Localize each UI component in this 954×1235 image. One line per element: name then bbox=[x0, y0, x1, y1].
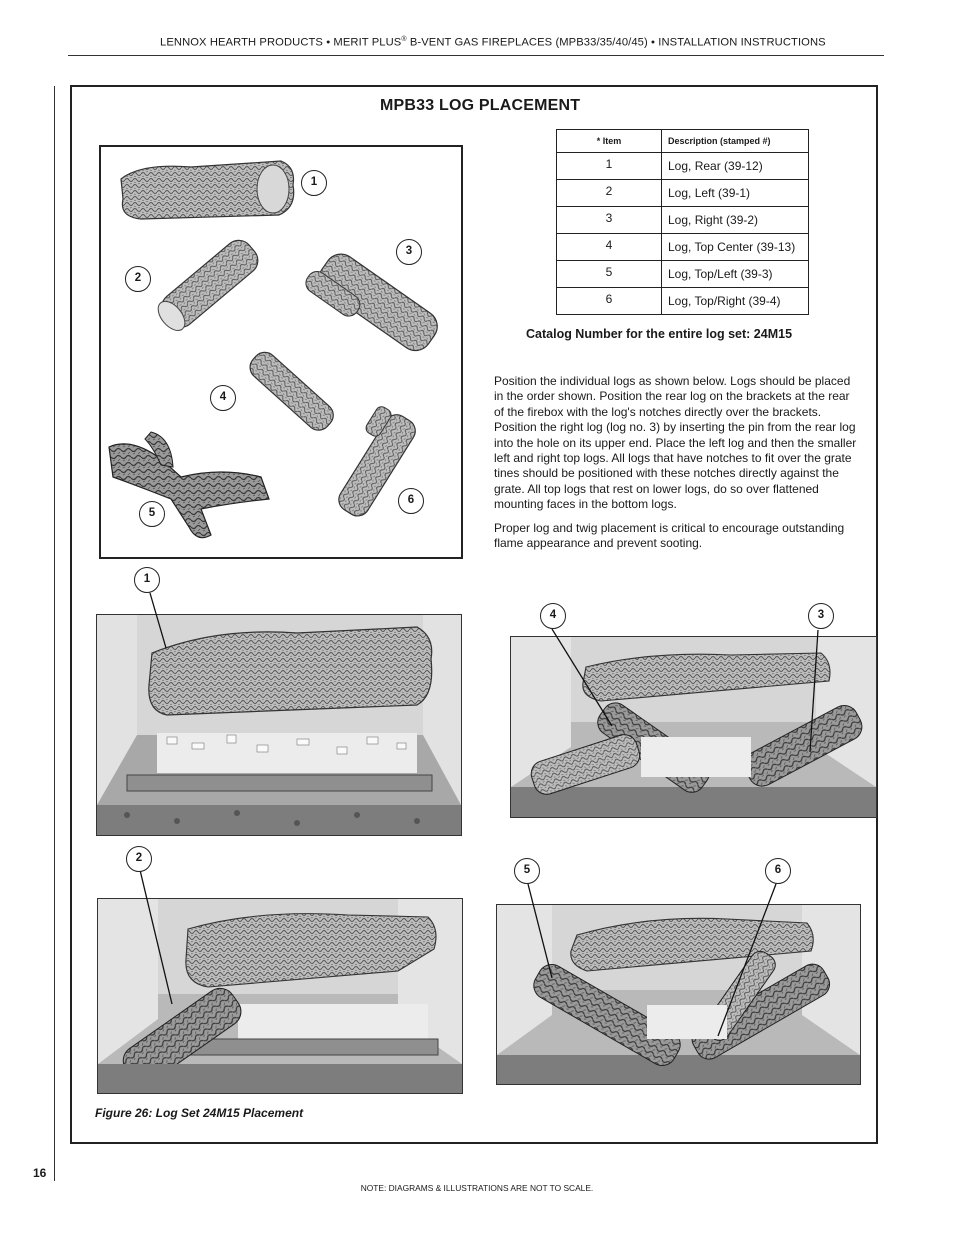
item-number: 1 bbox=[557, 153, 662, 180]
item-description: Log, Right (39-2) bbox=[662, 207, 809, 234]
item-number: 6 bbox=[557, 288, 662, 315]
table-row bbox=[557, 234, 809, 261]
log-parts-table bbox=[556, 129, 809, 315]
photo-step-right-and-center-logs bbox=[510, 636, 877, 818]
table-row bbox=[557, 288, 809, 315]
item-description: Log, Top/Right (39-4) bbox=[662, 288, 809, 315]
figure-caption: Figure 26: Log Set 24M15 Placement bbox=[95, 1106, 304, 1120]
photo-step-rear-log bbox=[96, 614, 462, 836]
table-row bbox=[557, 180, 809, 207]
table-header-row bbox=[557, 130, 809, 153]
instruction-paragraph: Position the individual logs as shown below. Logs should be placed in the order shown. Position the rear log on the brackets at the rear of the firebox with the log's notches directly over the brackets. Position the right log (log no. 3) by inserting the pin from the rear log into the hole on its upper end. Place the left log and then the smaller left and right top logs. All logs that have notches to fit over the grate tines should be positioned with these notches directly against the grate. All top logs that rest on lower logs, do so over flattened mounting faces in the bottom logs. bbox=[494, 374, 857, 512]
fireplace-step4-image bbox=[497, 905, 860, 1084]
page-number: 16 bbox=[33, 1166, 47, 1180]
callout-5: 5 bbox=[139, 501, 165, 527]
catalog-number: Catalog Number for the entire log set: 24M15 bbox=[526, 327, 793, 341]
log-rear-illustration bbox=[121, 161, 294, 219]
item-number: 4 bbox=[557, 234, 662, 261]
instructions-text bbox=[494, 374, 859, 559]
photo-callout-1: 1 bbox=[134, 567, 160, 593]
callout-4: 4 bbox=[210, 385, 236, 411]
fireplace-step2-image bbox=[98, 899, 462, 1093]
log-right-illustration bbox=[302, 244, 443, 364]
photo-callout-3: 3 bbox=[808, 603, 834, 629]
table-row bbox=[557, 207, 809, 234]
item-description: Log, Left (39-1) bbox=[662, 180, 809, 207]
fireplace-step3-image bbox=[511, 637, 876, 817]
photo-callout-4: 4 bbox=[540, 603, 566, 629]
photo-step-top-logs bbox=[496, 904, 861, 1085]
page-title: MPB33 LOG PLACEMENT bbox=[380, 97, 581, 114]
item-number: 2 bbox=[557, 180, 662, 207]
photo-callout-5: 5 bbox=[514, 858, 540, 884]
running-header: LENNOX HEARTH PRODUCTS • MERIT PLUS® B-VENT GAS FIREPLACES (MPB33/35/40/45) • INSTALLATION INSTRUCTIONS bbox=[160, 36, 826, 49]
log-top-center-illustration bbox=[245, 347, 338, 435]
callout-1: 1 bbox=[301, 170, 327, 196]
instruction-paragraph: Proper log and twig placement is critical to encourage outstanding flame appearance and prevent sooting. bbox=[494, 520, 845, 551]
photo-step-left-log bbox=[97, 898, 463, 1094]
fireplace-step1-image bbox=[97, 615, 461, 835]
callout-2: 2 bbox=[125, 266, 151, 292]
item-description: Log, Top Center (39-13) bbox=[662, 234, 809, 261]
callout-6: 6 bbox=[398, 488, 424, 514]
header-rule bbox=[68, 55, 884, 56]
table-row bbox=[557, 261, 809, 288]
item-description: Log, Rear (39-12) bbox=[662, 153, 809, 180]
photo-callout-2: 2 bbox=[126, 846, 152, 872]
photo-callout-6: 6 bbox=[765, 858, 791, 884]
log-left-illustration bbox=[152, 235, 263, 336]
footer-note: NOTE: DIAGRAMS & ILLUSTRATIONS ARE NOT TO SCALE. bbox=[360, 1183, 594, 1193]
col-item-header: * Item bbox=[557, 130, 662, 153]
table-row bbox=[557, 153, 809, 180]
item-number: 3 bbox=[557, 207, 662, 234]
item-description: Log, Top/Left (39-3) bbox=[662, 261, 809, 288]
item-number: 5 bbox=[557, 261, 662, 288]
log-top-left-illustration bbox=[109, 432, 269, 538]
margin-rule bbox=[54, 86, 55, 1181]
callout-3: 3 bbox=[396, 239, 422, 265]
col-description-header: Description (stamped #) bbox=[662, 130, 809, 153]
